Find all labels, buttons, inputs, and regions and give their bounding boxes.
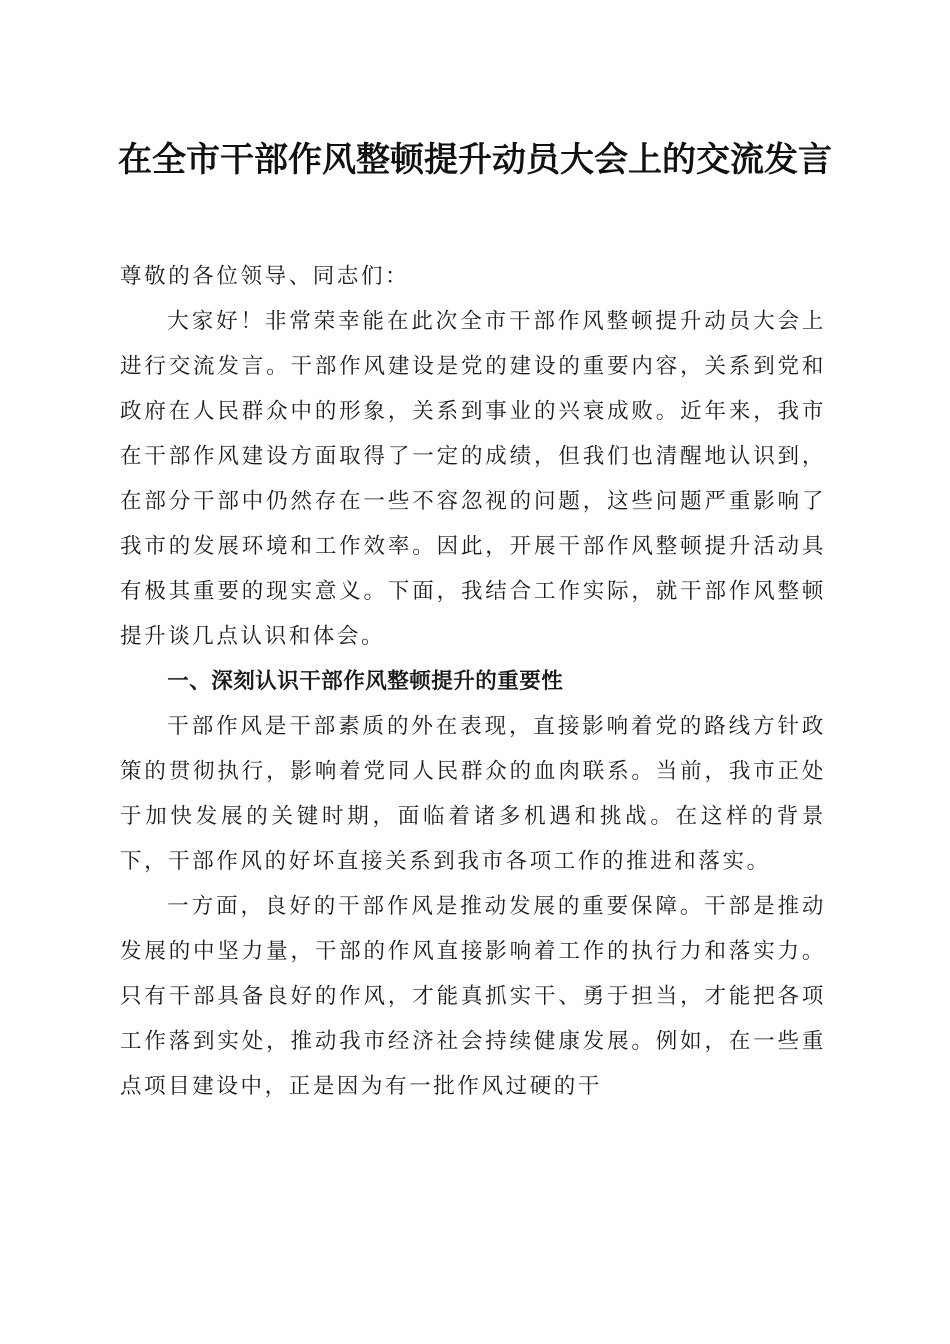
document-body	[120, 254, 826, 1109]
section-paragraph: 一方面，良好的干部作风是推动发展的重要保障。干部是推动发展的中坚力量，干部的作风直接影响着工作的执行力和落实力。只有干部具备良好的作风，才能真抓实干、勇于担当，才能把各项工作落到实处，推动我市经济社会持续健康发展。例如，在一些重点项目建设中，正是因为有一批作风过硬的干	[120, 894, 826, 1099]
section-paragraph: 干部作风是干部素质的外在表现，直接影响着党的路线方针政策的贯彻执行，影响着党同人民群众的血肉联系。当前，我市正处于加快发展的关键时期，面临着诸多机遇和挑战。在这样的背景下，干部作风的好坏直接关系到我市各项工作的推进和落实。	[120, 714, 826, 874]
section-heading: 一、深刻认识干部作风整顿提升的重要性	[167, 669, 564, 694]
salutation: 尊敬的各位领导、同志们：	[120, 264, 410, 289]
document-title: 在全市干部作风整顿提升动员大会上的交流发言	[118, 140, 832, 180]
intro-paragraph: 大家好！非常荣幸能在此次全市干部作风整顿提升动员大会上进行交流发言。干部作风建设是党的建设的重要内容，关系到党和政府在人民群众中的形象，关系到事业的兴衰成败。近年来，我市在干部作风建设方面取得了一定的成绩，但我们也清醒地认识到，在部分干部中仍然存在一些不容忽视的问题，这些问题严重影响了我市的发展环境和工作效率。因此，开展干部作风整顿提升活动具有极其重要的现实意义。下面，我结合工作实际，就干部作风整顿提升谈几点认识和体会。	[120, 309, 826, 649]
